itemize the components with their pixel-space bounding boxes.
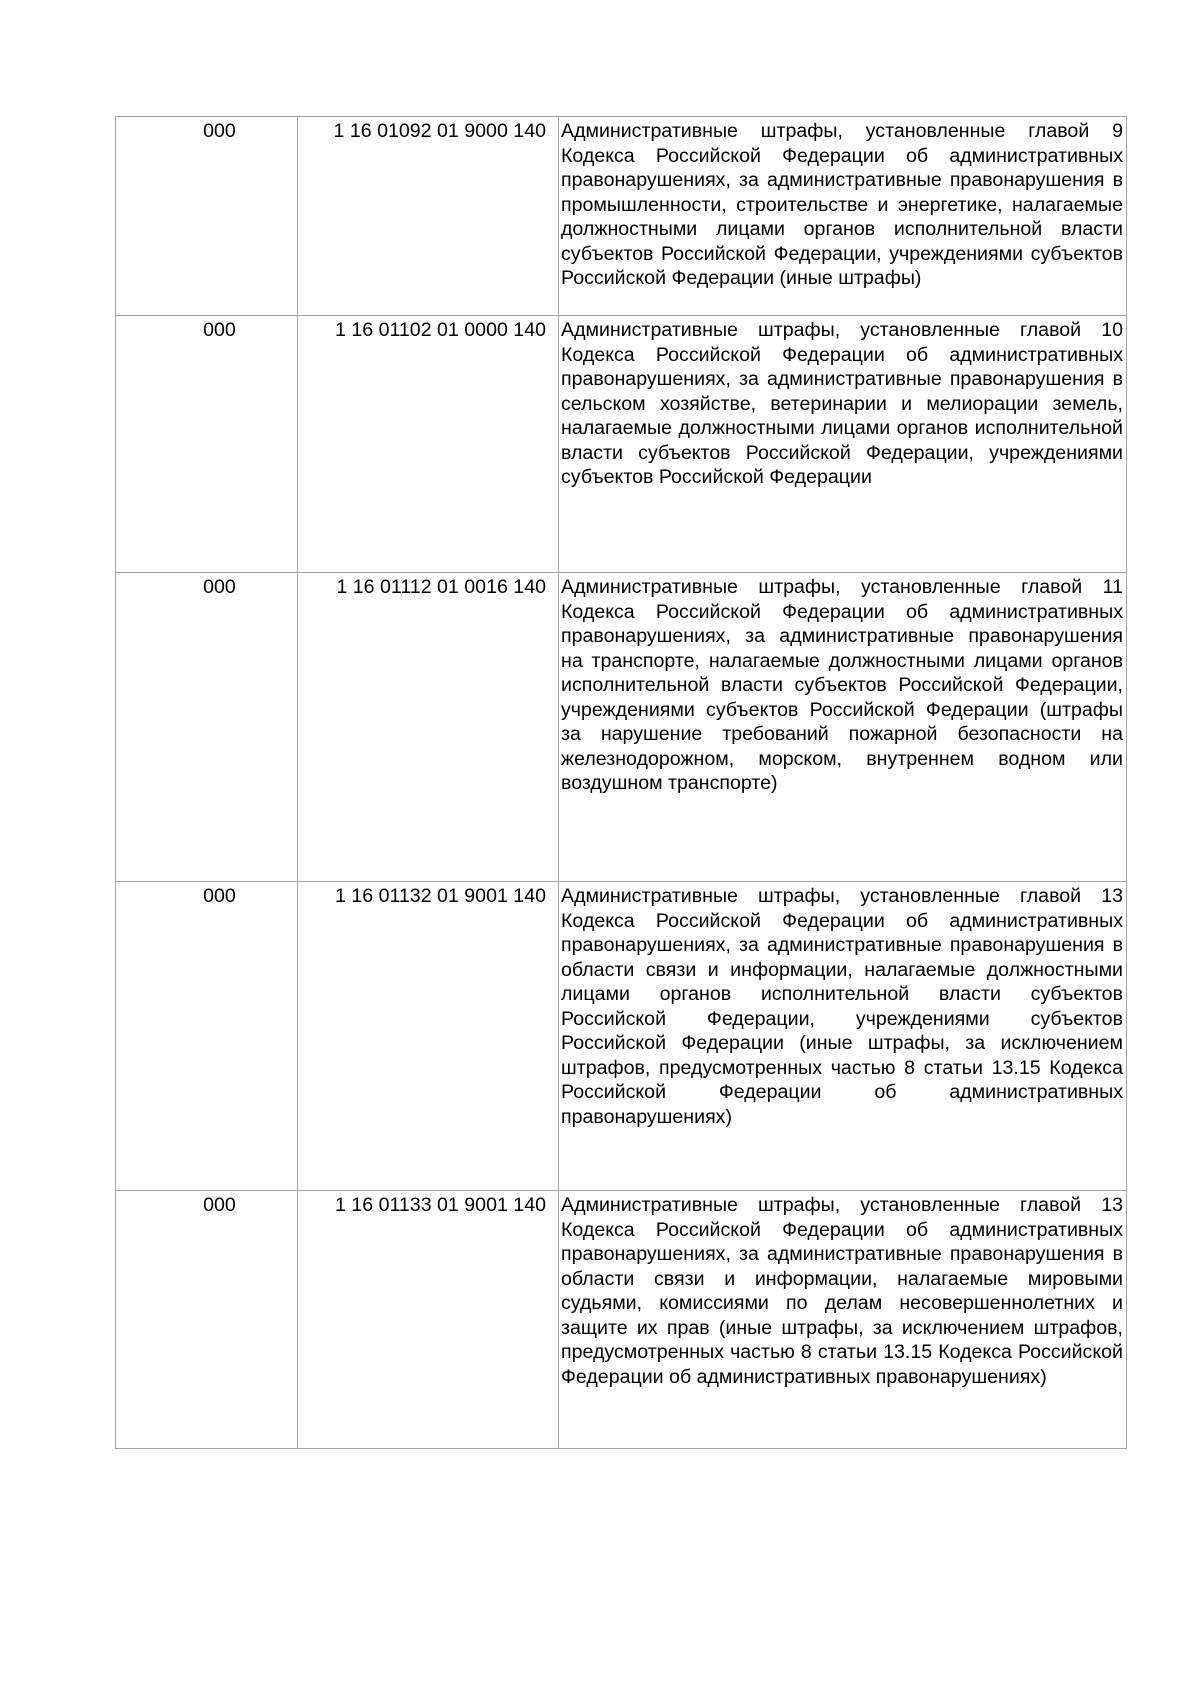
- description-cell: Административные штрафы, установленные главой 10 Кодекса Российской Федерации об административных правонарушениях, за административные правонарушения в сельском хозяйстве, ветеринарии и мелиорации земель, налагаемые должностными лицами органов исполнительной власти субъектов Российской Федерации, учреждениями субъектов Российской Федерации: [559, 316, 1127, 573]
- table-row: [116, 1191, 1127, 1449]
- admin-code-cell: 000: [116, 573, 298, 882]
- table-row: [116, 117, 1127, 316]
- budget-code-cell: 1 16 01092 01 9000 140: [298, 117, 559, 316]
- admin-code-cell: 000: [116, 117, 298, 316]
- admin-code-cell: 000: [116, 1191, 298, 1449]
- description-cell: Административные штрафы, установленные главой 13 Кодекса Российской Федерации об административных правонарушениях, за административные правонарушения в области связи и информации, налагаемые должностными лицами органов исполнительной власти субъектов Российской Федерации, учреждениями субъектов Российской Федерации (иные штрафы, за исключением штрафов, предусмотренных частью 8 статьи 13.15 Кодекса Российской Федерации об административных правонарушениях): [559, 882, 1127, 1191]
- description-cell: Административные штрафы, установленные главой 11 Кодекса Российской Федерации об административных правонарушениях, за административные правонарушения на транспорте, налагаемые должностными лицами органов исполнительной власти субъектов Российской Федерации, учреждениями субъектов Российской Федерации (штрафы за нарушение требований пожарной безопасности на железнодорожном, морском, внутреннем водном или воздушном транспорте): [559, 573, 1127, 882]
- budget-codes-table: [115, 116, 1127, 1449]
- budget-code-cell: 1 16 01132 01 9001 140: [298, 882, 559, 1191]
- table-row: [116, 882, 1127, 1191]
- admin-code-cell: 000: [116, 316, 298, 573]
- budget-code-cell: 1 16 01133 01 9001 140: [298, 1191, 559, 1449]
- description-cell: Административные штрафы, установленные главой 13 Кодекса Российской Федерации об административных правонарушениях, за административные правонарушения в области связи и информации, налагаемые мировыми судьями, комиссиями по делам несовершеннолетних и защите их прав (иные штрафы, за исключением штрафов, предусмотренных частью 8 статьи 13.15 Кодекса Российской Федерации об административных правонарушениях): [559, 1191, 1127, 1449]
- budget-code-cell: 1 16 01102 01 0000 140: [298, 316, 559, 573]
- table-row: [116, 573, 1127, 882]
- admin-code-cell: 000: [116, 882, 298, 1191]
- table-row: [116, 316, 1127, 573]
- description-cell: Административные штрафы, установленные главой 9 Кодекса Российской Федерации об административных правонарушениях, за административные правонарушения в промышленности, строительстве и энергетике, налагаемые должностными лицами органов исполнительной власти субъектов Российской Федерации, учреждениями субъектов Российской Федерации (иные штрафы): [559, 117, 1127, 316]
- budget-code-cell: 1 16 01112 01 0016 140: [298, 573, 559, 882]
